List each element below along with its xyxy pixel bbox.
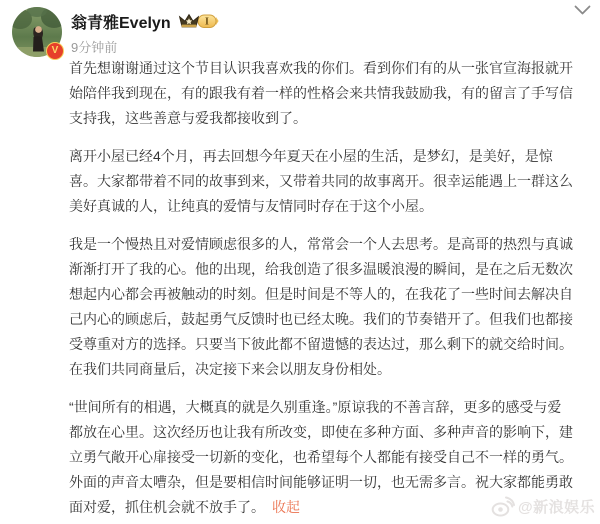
post-paragraph [69, 232, 575, 382]
watermark-text: @新浪娱乐 [518, 499, 596, 516]
paragraph-text: 我是一个慢热且对爱情顾虑很多的人，常常会一个人去思考。是高哥的热烈与真诚渐渐打开了我的心。他的出现，给我创造了很多温暖浪漫的瞬间，是在之后无数次想起内心都会再被触动的时刻。但是时间是不等人的，在我花了一些时间去解决自己内心的顾虑后，鼓起勇气反馈时也已经太晚。我们的节奏错开了。但我们也都接受尊重对方的选择。只要当下彼此都不留遗憾的表达过，那么剩下的就交给时间。在我们共同商量后，决定接下来会以朋友身份相处。 [69, 236, 573, 377]
post-content [69, 56, 575, 520]
watermark [491, 496, 595, 517]
verified-v-icon: V [46, 42, 64, 60]
timestamp: 9分钟前 [71, 40, 118, 55]
username[interactable]: 翁青雅Evelyn [71, 14, 171, 32]
user-line [71, 11, 219, 31]
paragraph-text: 首先想谢谢通过这个节目认识我喜欢我的你们。看到你们有的从一张官宣海报就开始陪伴我到现在，有的跟我有着一样的性格会来共情我鼓励我，有的留言了手写信支持我，这些善意与爱我都接收到了。 [69, 60, 573, 126]
chevron-down-icon[interactable] [574, 5, 591, 16]
vip-level-text: I [204, 16, 209, 28]
paragraph-text: 离开小屋已经4个月，再去回想今年夏天在小屋的生活，是梦幻，是美好，是惊喜。大家都带着不同的故事到来，又带着共同的故事离开。很幸运能遇上一群这么美好真诚的人，让纯真的爱情与友情同时存在于这个小屋。 [69, 148, 573, 214]
collapse-link[interactable]: 收起 [272, 499, 300, 515]
paragraph-text: “世间所有的相遇，大概真的就是久别重逢。”原谅我的不善言辞，更多的感受与爱都放在心里。这次经历也让我有所改变，即使在多种方面、多种声音的影响下，建立勇气敞开心扉接受一切新的变化，也希望每个人都能有接受自己不一样的勇气。外面的声音太嘈杂，但是要相信时间能够证明一切，也无需多言。祝大家都能勇敢面对爱，抓住机会就不放手了。 [69, 399, 573, 515]
weibo-logo-icon [491, 496, 515, 517]
post-paragraph [69, 56, 575, 131]
post-paragraph [69, 144, 575, 219]
vip-crown-icon[interactable] [178, 12, 219, 30]
